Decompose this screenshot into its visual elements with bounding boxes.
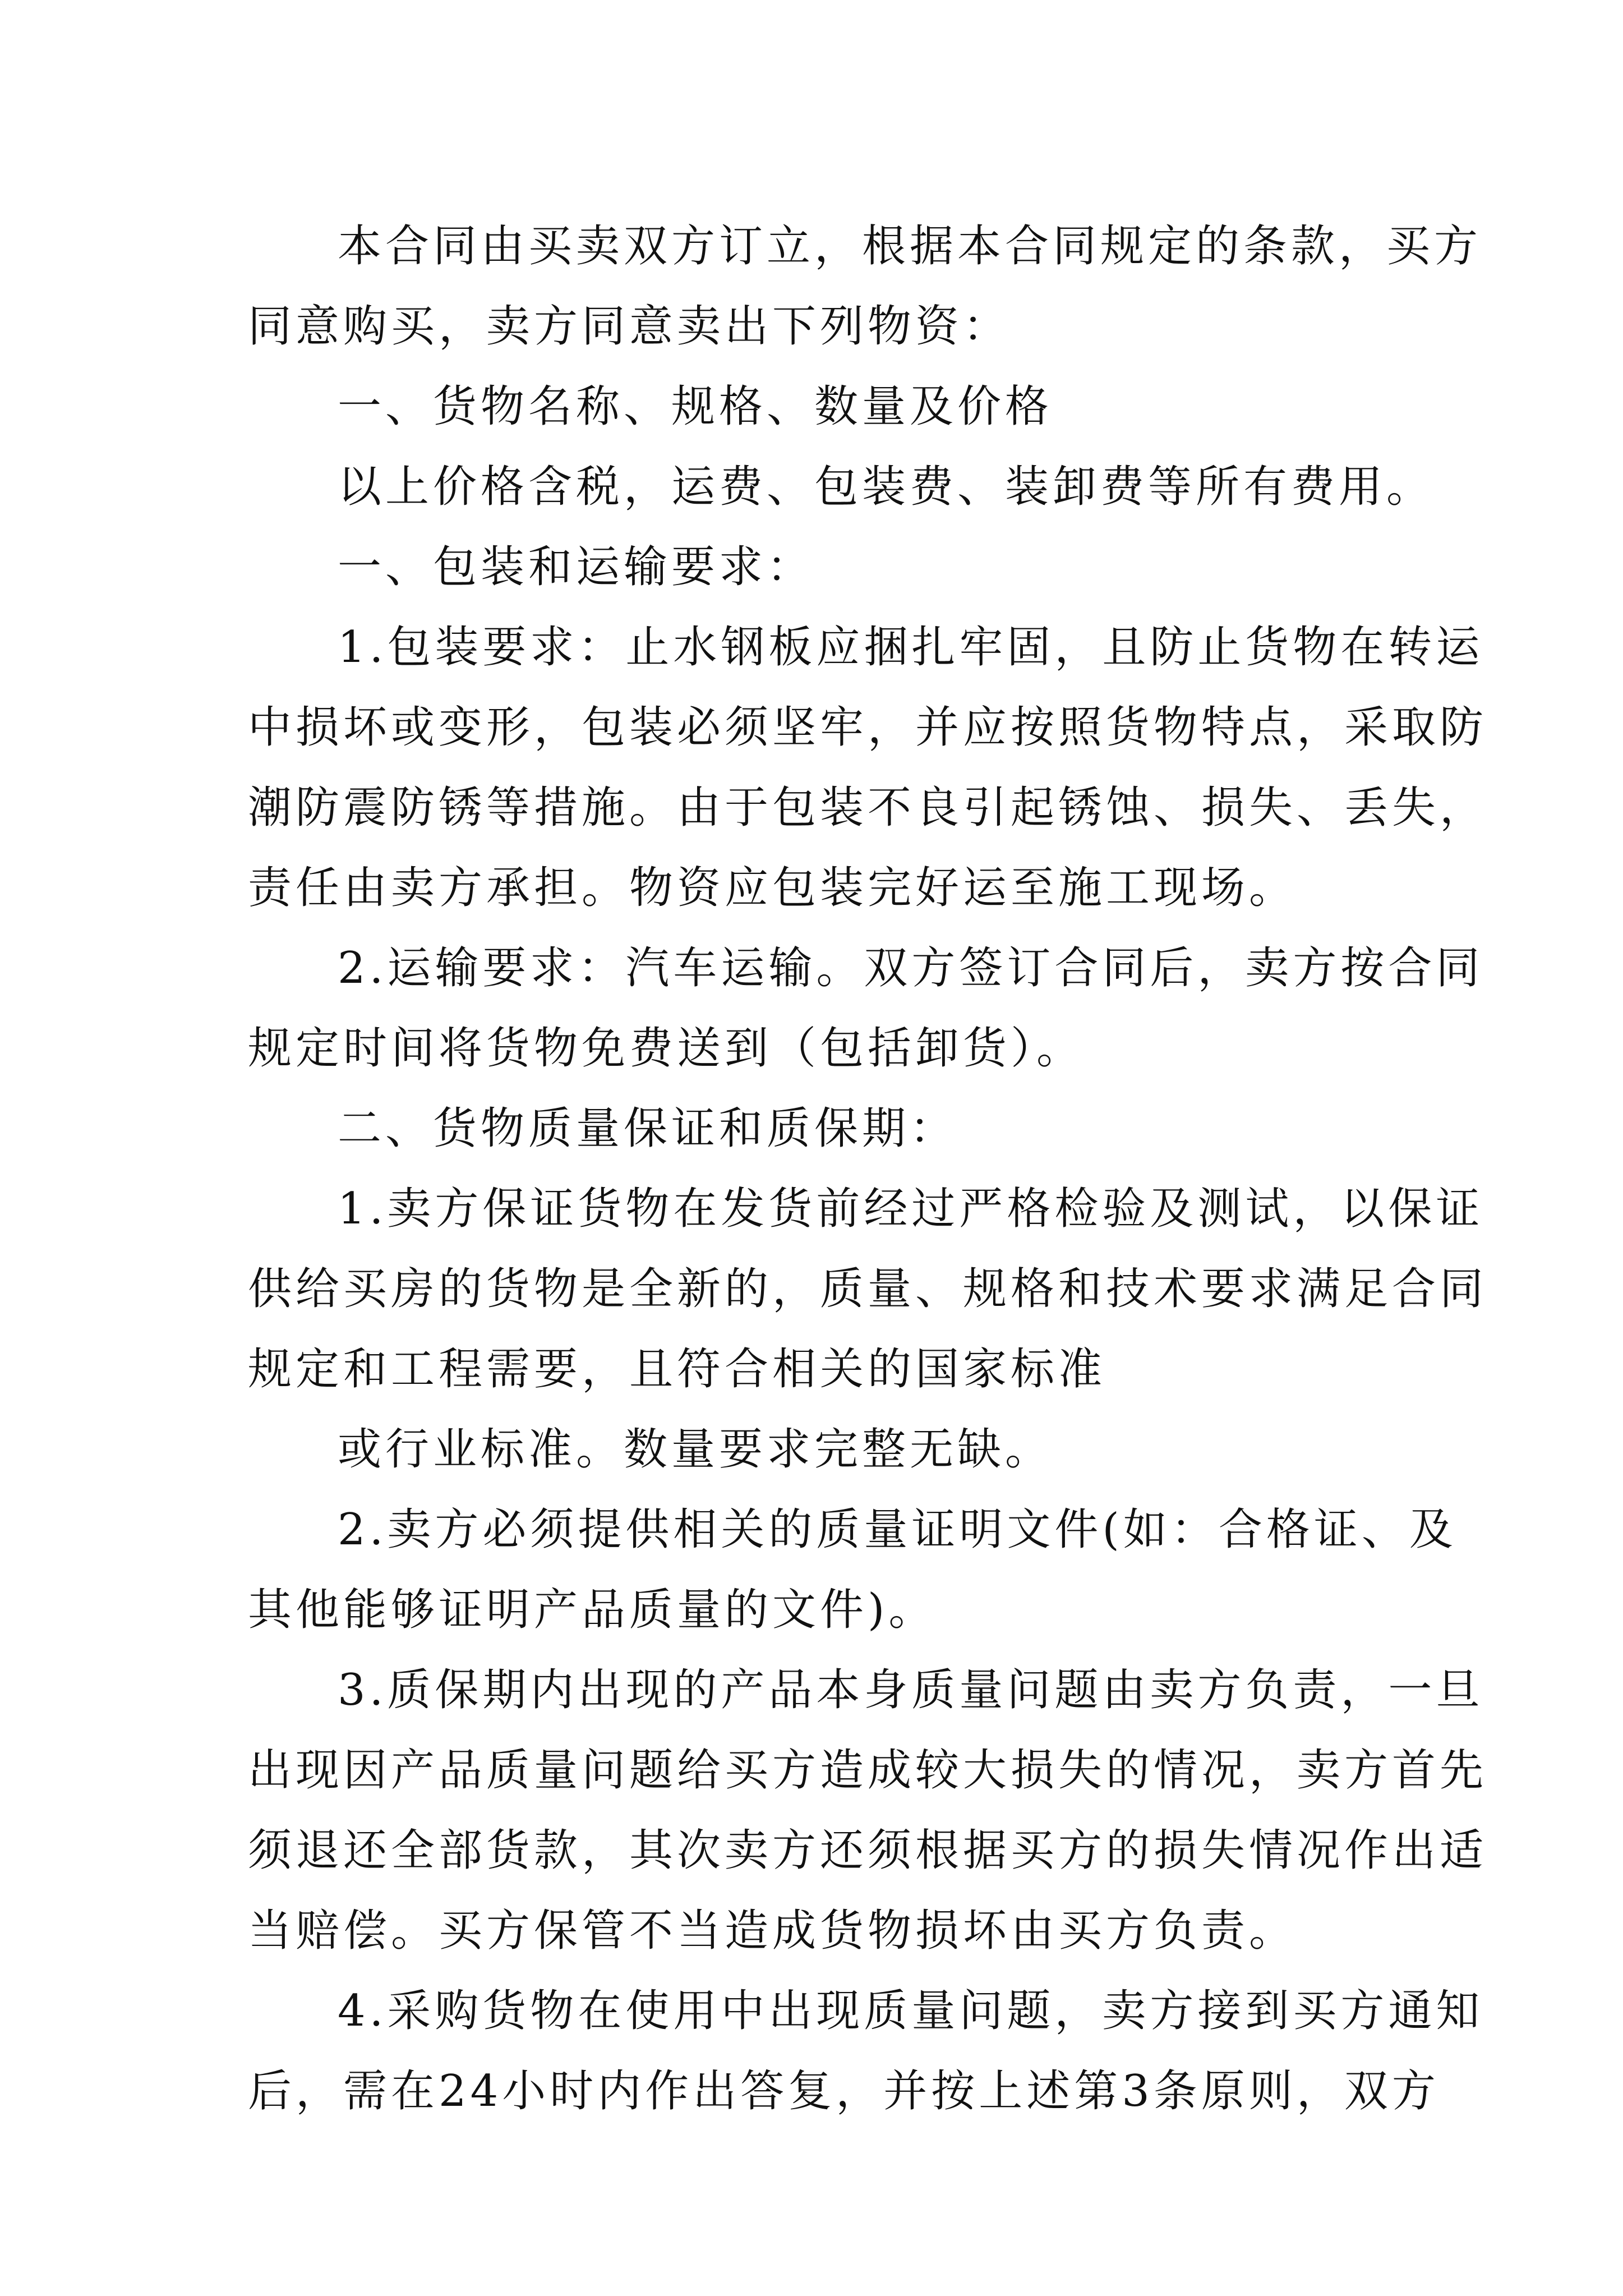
section-heading: 二、货物质量保证和质保期： xyxy=(338,1103,958,1154)
text-line: 1.卖方保证货物在发货前经过严格检验及测试，以保证 xyxy=(338,1184,1484,1234)
text-line: 3.质保期内出现的产品本身质量问题由卖方负责，一旦 xyxy=(338,1665,1484,1715)
document-body xyxy=(248,206,1488,2132)
text-line: 以上价格含税，运费、包装费、装卸费等所有费用。 xyxy=(338,462,1435,512)
text-line: 须退还全部货款，其次卖方还须根据买方的损失情况作出适 xyxy=(248,1825,1488,1876)
text-line: 2.卖方必须提供相关的质量证明文件(如：合格证、及 xyxy=(338,1504,1457,1555)
text-line: 同意购买，卖方同意卖出下列物资： xyxy=(248,301,1011,352)
text-line: 规定时间将货物免费送到（包括卸货）。 xyxy=(248,1023,1085,1074)
text-line: 后，需在24小时内作出答复，并按上述第3条原则，双方 xyxy=(248,2066,1440,2116)
text-line: 2.运输要求：汽车运输。双方签订合同后，卖方按合同 xyxy=(338,943,1484,993)
text-line: 潮防震防锈等措施。由于包装不良引起锈蚀、损失、丢失， xyxy=(248,783,1488,833)
text-line: 规定和工程需要，且符合相关的国家标准 xyxy=(248,1344,1106,1395)
text-line: 当赔偿。买方保管不当造成货物损坏由买方负责。 xyxy=(248,1906,1297,1956)
text-line: 4.采购货物在使用中出现质量问题，卖方接到买方通知 xyxy=(338,1986,1484,2036)
section-heading: 一、包装和运输要求： xyxy=(338,542,815,592)
text-line: 或行业标准。数量要求完整无缺。 xyxy=(338,1424,1053,1475)
text-line: 责任由卖方承担。物资应包装完好运至施工现场。 xyxy=(248,863,1297,913)
text-line: 中损坏或变形，包装必须坚牢，并应按照货物特点，采取防 xyxy=(248,702,1488,753)
text-line: 1.包装要求：止水钢板应捆扎牢固，且防止货物在转运 xyxy=(338,622,1484,673)
section-heading: 一、货物名称、规格、数量及价格 xyxy=(338,381,1053,432)
text-line: 本合同由买卖双方订立，根据本合同规定的条款，买方 xyxy=(338,221,1482,272)
text-line: 其他能够证明产品质量的文件)。 xyxy=(248,1585,937,1635)
text-line: 供给买房的货物是全新的，质量、规格和技术要求满足合同 xyxy=(248,1264,1488,1314)
text-line: 出现因产品质量问题给买方造成较大损失的情况，卖方首先 xyxy=(248,1745,1488,1796)
